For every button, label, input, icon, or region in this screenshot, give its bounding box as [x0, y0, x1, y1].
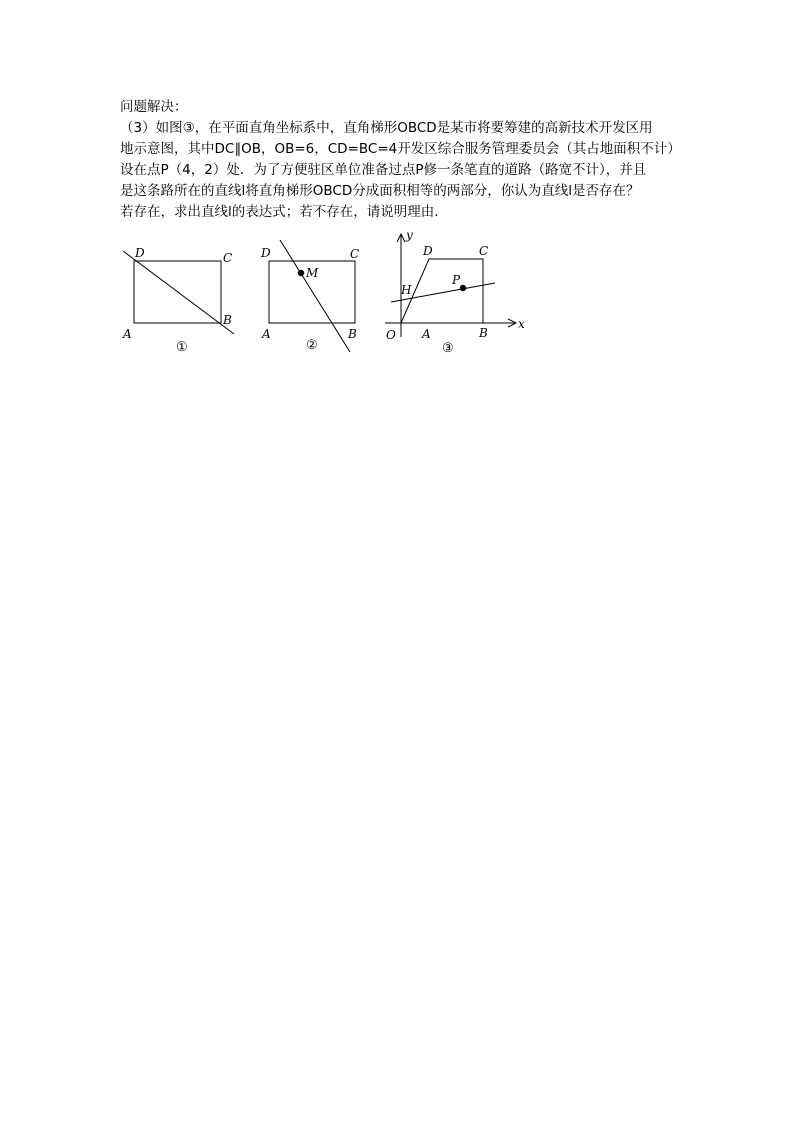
fig3-label-o: O	[386, 328, 396, 342]
fig2-caption: ②	[306, 338, 318, 353]
fig1-label-b: B	[223, 313, 232, 327]
fig2-label-d: D	[261, 246, 271, 260]
fig3-trapezoid	[401, 259, 483, 323]
fig2-label-m: M	[306, 266, 319, 280]
fig1-diagonal-line	[123, 251, 234, 334]
fig2-label-b: B	[348, 327, 357, 341]
problem-heading: 问题解决：	[120, 99, 188, 115]
figure-3	[385, 228, 525, 356]
fig3-label-d: D	[423, 244, 433, 258]
problem-line-5: 若存在，求出直线l的表达式；若不存在，请说明理由．	[120, 204, 448, 220]
fig2-point-m	[298, 270, 304, 276]
figure-2	[260, 240, 359, 353]
problem-line-2: 地示意图，其中DC∥OB，OB=6，CD=BC=4开发区综合服务管理委员会（其占地面积不计）	[120, 141, 681, 157]
fig1-caption: ①	[176, 340, 188, 355]
problem-line-1: （3）如图③，在平面直角坐标系中，直角梯形OBCD是某市将要筹建的高新技术开发区用	[120, 120, 653, 136]
fig1-label-c: C	[223, 251, 233, 265]
fig3-caption: ③	[442, 341, 454, 356]
fig3-label-b: B	[479, 326, 488, 340]
fig2-line	[280, 240, 350, 352]
figure-1	[122, 246, 234, 355]
fig3-label-c: C	[479, 244, 489, 258]
figures-row	[115, 225, 535, 365]
fig3-point-p	[460, 285, 466, 291]
fig2-label-c: C	[350, 247, 360, 261]
fig2-label-a: A	[262, 327, 271, 341]
fig1-label-a: A	[123, 327, 132, 341]
fig3-label-y: y	[406, 228, 413, 242]
figures-svg	[115, 225, 535, 365]
fig3-label-a: A	[422, 327, 431, 341]
fig1-label-d: D	[135, 246, 145, 260]
problem-line-4: 是这条路所在的直线l将直角梯形OBCD分成面积相等的两部分，你认为直线l是否存在？	[120, 183, 640, 199]
fig3-label-h: H	[401, 283, 412, 297]
problem-line-3: 设在点P（4，2）处．为了方便驻区单位准备过点P修一条笔直的道路（路宽不计），并且	[120, 162, 647, 178]
fig3-label-p: P	[452, 273, 461, 287]
fig3-label-x: x	[518, 317, 525, 331]
problem-text	[120, 97, 700, 223]
